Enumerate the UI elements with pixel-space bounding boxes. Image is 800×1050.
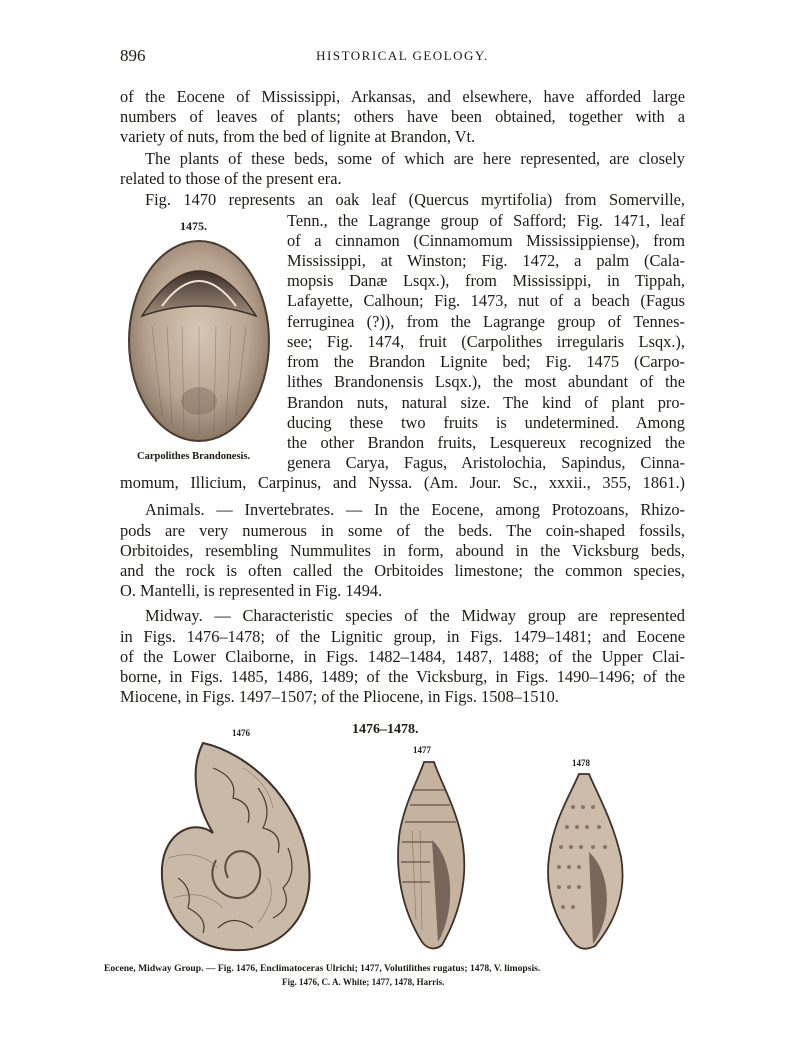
text-line: mopsis Danæ Lsqx.), from Mississippi, in Tippah, bbox=[287, 271, 685, 290]
text-line: Mississippi, at Winston; Fig. 1472, a palm (Cala- bbox=[287, 251, 685, 270]
running-title: HISTORICAL GEOLOGY. bbox=[316, 48, 489, 63]
figure-caption: Carpolithes Brandonesis. bbox=[137, 451, 251, 462]
text-line: Tenn., the Lagrange group of Safford; Fig. 1471, leaf bbox=[287, 211, 685, 230]
text-line: pods are very numerous in some of the beds. The coin-shaped fossils, bbox=[120, 521, 685, 540]
carpolithes-nut-illustration bbox=[122, 236, 277, 446]
text-line: numbers of leaves of plants; others have been obtained, together with a bbox=[120, 107, 685, 126]
text-line: the other Brandon fruits, Lesquereux recognized the bbox=[287, 433, 685, 452]
figure-number: 1478 bbox=[572, 758, 590, 768]
text-line: see; Fig. 1474, fruit (Carpolithes irregularis Lsqx.), bbox=[287, 332, 685, 351]
text-line: borne, in Figs. 1485, 1486, 1489; of the Vicksburg, in Figs. 1490–1496; of the bbox=[120, 667, 685, 686]
text-line: ducing these two fruits is undetermined. Among bbox=[287, 413, 685, 432]
figure-group-credit: Fig. 1476, C. A. White; 1477, 1478, Harris. bbox=[282, 977, 445, 987]
text-line: of the Eocene of Mississippi, Arkansas, and elsewhere, have afforded large bbox=[120, 87, 685, 106]
running-header bbox=[120, 46, 685, 70]
text-line: Lafayette, Calhoun; Fig. 1473, nut of a beach (Fagus bbox=[287, 291, 685, 310]
figure-number: 1477 bbox=[413, 745, 431, 755]
text-line: and the rock is often called the Orbitoides limestone; the common species, bbox=[120, 561, 685, 580]
page-number: 896 bbox=[120, 46, 146, 65]
text-line: related to those of the present era. bbox=[120, 169, 342, 188]
text-line: Miocene, in Figs. 1497–1507; of the Pliocene, in Figs. 1508–1510. bbox=[120, 687, 559, 706]
text-line: Animals. — Invertebrates. — In the Eocene, among Protozoans, Rhizo- bbox=[145, 500, 685, 519]
text-line: ferruginea (?)), from the Lagrange group of Tennes- bbox=[287, 312, 685, 331]
volutilithes-limopsis-shell-illustration bbox=[543, 772, 629, 950]
figure-number: 1476 bbox=[232, 728, 250, 738]
text-line: from the Brandon Lignite bed; Fig. 1475 (Carpo- bbox=[287, 352, 685, 371]
text-line: The plants of these beds, some of which are here represented, are closely bbox=[145, 149, 685, 168]
text-line: of the Lower Claiborne, in Figs. 1482–1484, 1487, 1488; of the Upper Clai- bbox=[120, 647, 685, 666]
figure-number: 1475. bbox=[180, 219, 207, 233]
text-line: Midway. — Characteristic species of the Midway group are represented bbox=[145, 606, 685, 625]
text-line: O. Mantelli, is represented in Fig. 1494. bbox=[120, 581, 383, 600]
text-line: momum, Illicium, Carpinus, and Nyssa. (Am. Jour. Sc., xxxii., 355, 1861.) bbox=[120, 473, 685, 492]
text-line: in Figs. 1476–1478; of the Lignitic group, in Figs. 1479–1481; and Eocene bbox=[120, 627, 685, 646]
text-line: genera Carya, Fagus, Aristolochia, Sapindus, Cinna- bbox=[287, 453, 685, 472]
figure-group-heading: 1476–1478. bbox=[352, 722, 419, 737]
text-line: Brandon nuts, natural size. The kind of plant pro- bbox=[287, 393, 685, 412]
text-line: Orbitoides, resembling Nummulites in form, abound in the Vicksburg beds, bbox=[120, 541, 685, 560]
text-line: variety of nuts, from the bed of lignite at Brandon, Vt. bbox=[120, 127, 476, 146]
text-line: lithes Brandonensis Lsqx.), the most abundant of the bbox=[287, 372, 685, 391]
volutilithes-rugatus-shell-illustration bbox=[392, 760, 470, 950]
text-line: of a cinnamon (Cinnamomum Mississippiense), from bbox=[287, 231, 685, 250]
ammonoid-fossil-illustration bbox=[158, 738, 318, 956]
text-line: Fig. 1470 represents an oak leaf (Quercus myrtifolia) from Somerville, bbox=[145, 190, 685, 209]
figure-group-caption: Eocene, Midway Group. — Fig. 1476, Enclimatoceras Ulrichi; 1477, Volutilithes rugatus; 1478, V. limopsis. bbox=[104, 963, 541, 974]
